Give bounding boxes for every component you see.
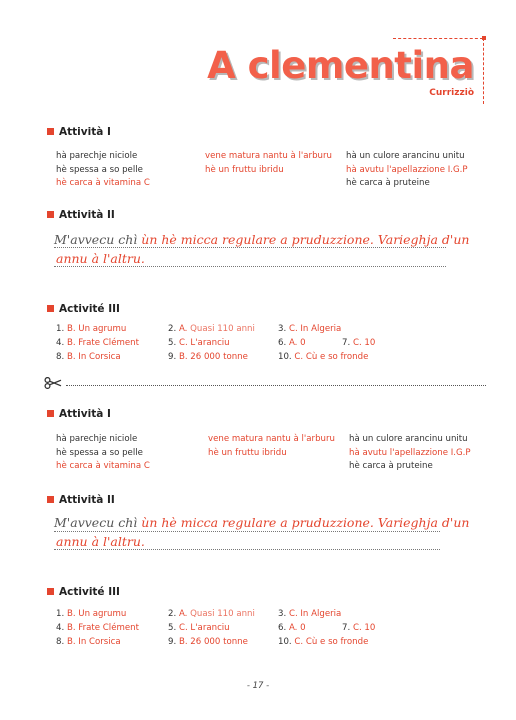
section-attivita-1 [47,408,111,420]
section-bullet-square [47,305,54,312]
answer-number: 2. [168,609,177,619]
answer-number: 6. [278,623,287,633]
handwritten-prefix: M'avvecu chì [54,515,142,530]
attivita1-col1 [56,433,150,474]
section-attivita-2 [47,209,115,221]
attivita1-col2 [205,150,332,177]
section-title: Attività II [59,494,115,506]
attivita1-item-correct: hè carca à vitamina C [56,178,150,188]
answer-value: A. [178,609,188,619]
answers-row-1-col3 [278,608,341,622]
scissors-icon-svg [44,377,62,389]
attivita1-item: hè spessa a so pelle [56,447,143,458]
answer-value: A. [178,324,188,334]
answers-row-2-col2 [168,337,230,351]
handwritten-answer: annu à l'altru. [56,251,145,266]
attivita1-item: hà un culore arancinu unitu [349,434,468,444]
handwritten-answer-line-2 [56,251,145,266]
answer-value: B. In Corsica [66,352,121,362]
answer-value: B. Un agrumu [66,324,127,334]
writing-line [54,531,440,532]
answer-value: B. Frate Clément [66,338,139,348]
answer-number: 3. [278,324,287,334]
page-number: - 17 - [246,681,270,691]
answer-value: B. 26 000 tonne [178,352,248,362]
section-bullet-square [47,410,54,417]
answers-row-2-col4 [342,337,375,351]
answer-number: 4. [56,338,65,348]
answer-number: 8. [56,637,65,647]
section-activite-3 [47,586,120,598]
answer-value: C. Cù e so fronde [294,352,369,362]
handwritten-answer-line-1 [54,232,469,247]
answers-row-3 [56,351,121,365]
answers-row-2 [56,622,139,636]
answer-value: C. Cù e so fronde [294,637,369,647]
section-attivita-1 [47,126,111,138]
section-title: Attività II [59,209,115,221]
writing-line [54,266,446,267]
attivita1-item-correct: vene matura nantu à l'arburu [205,151,332,161]
answers-row-2 [56,337,139,351]
answers-row-3-col3 [278,636,368,650]
answers-row-2-col4 [342,622,375,636]
answer-number: 4. [56,623,65,633]
attivita1-item-correct: hè carca à vitamina C [56,461,150,471]
section-activite-3 [47,303,120,315]
answer-value: B. In Corsica [66,637,121,647]
answer-value: C. 10 [352,338,376,348]
answer-number: 5. [168,338,177,348]
scissors-icon [44,377,62,393]
answer-number: 5. [168,623,177,633]
handwritten-answer-line-1 [54,515,469,530]
answers-row-3-col2 [168,351,248,365]
page-title: A clementina [207,44,474,87]
answer-number: 10. [278,352,292,362]
answer-value: B. 26 000 tonne [178,637,248,647]
answer-number: 9. [168,637,177,647]
section-title: Activité III [59,303,120,315]
attivita1-item: hè spessa a so pelle [56,164,143,175]
attivita1-col3 [349,433,471,474]
attivita1-item: hà un culore arancinu unitu [346,151,465,161]
header-dashed-border-right [483,38,484,104]
answer-number: 10. [278,637,292,647]
answers-row-1-col3 [278,323,341,337]
answer-number: 9. [168,352,177,362]
answer-detail: Quasi 110 anni [190,609,255,619]
answers-row-2-col2 [168,622,230,636]
handwritten-answer: ùn hè micca regulare a pruduzzione. Varieghja d'un [141,232,470,247]
answer-value: A. 0 [288,623,306,633]
attivita1-col1 [56,150,150,191]
attivita1-item: hà parechje niciole [56,434,138,444]
section-title: Activité III [59,586,120,598]
answer-value: C. In Algeria [288,609,342,619]
section-attivita-2 [47,494,115,506]
section-bullet-square [47,128,54,135]
answer-number: 8. [56,352,65,362]
attivita1-item: hà parechje niciole [56,151,138,161]
handwritten-answer: annu à l'altru. [56,534,145,549]
answer-value: C. L'aranciu [178,623,230,633]
answers-row-3-col2 [168,636,248,650]
answer-detail: Quasi 110 anni [190,324,255,334]
answer-value: C. In Algeria [288,324,342,334]
answer-value: C. L'aranciu [178,338,230,348]
section-bullet-square [47,211,54,218]
attivita1-item-correct: hè un fruttu ibridu [205,164,284,175]
section-bullet-square [47,496,54,503]
answer-number: 3. [278,609,287,619]
answers-row-2-col3 [278,337,306,351]
attivita1-item: hè carca à pruteine [346,178,430,188]
writing-line [54,549,440,550]
answers-row-1 [56,323,126,337]
answer-number: 7. [342,623,351,633]
attivita1-col3 [346,150,468,191]
answers-row-1-col2 [168,323,255,337]
answers-row-2-col3 [278,622,306,636]
handwritten-answer: ùn hè micca regulare a pruduzzione. Varieghja d'un [141,515,470,530]
handwritten-prefix: M'avvecu chì [54,232,142,247]
attivita1-item-correct: vene matura nantu à l'arburu [208,434,335,444]
answer-value: A. 0 [288,338,306,348]
answer-number: 2. [168,324,177,334]
answer-value: C. 10 [352,623,376,633]
answer-value: B. Un agrumu [66,609,127,619]
writing-line [54,247,446,248]
answers-row-1-col2 [168,608,255,622]
attivita1-item-correct: hè un fruttu ibridu [208,447,287,458]
answer-number: 6. [278,338,287,348]
header-dashed-border-top [393,38,483,39]
answer-number: 7. [342,338,351,348]
handwritten-answer-line-2 [56,534,145,549]
header-corner-mark [482,36,486,40]
attivita1-item: hè carca à pruteine [349,461,433,471]
answer-number: 1. [56,609,65,619]
answers-row-3-col3 [278,351,368,365]
section-title: Attività I [59,408,111,420]
section-title: Attività I [59,126,111,138]
attivita1-col2 [208,433,335,460]
answers-row-1 [56,608,126,622]
answer-value: B. Frate Clément [66,623,139,633]
answer-number: 1. [56,324,65,334]
page-subtitle: Currizziò [429,88,474,98]
attivita1-item-correct: hà avutu l'apellazzione I.G.P [346,164,468,175]
attivita1-item-correct: hà avutu l'apellazzione I.G.P [349,447,471,458]
cut-line [66,385,486,386]
section-bullet-square [47,588,54,595]
answers-row-3 [56,636,121,650]
